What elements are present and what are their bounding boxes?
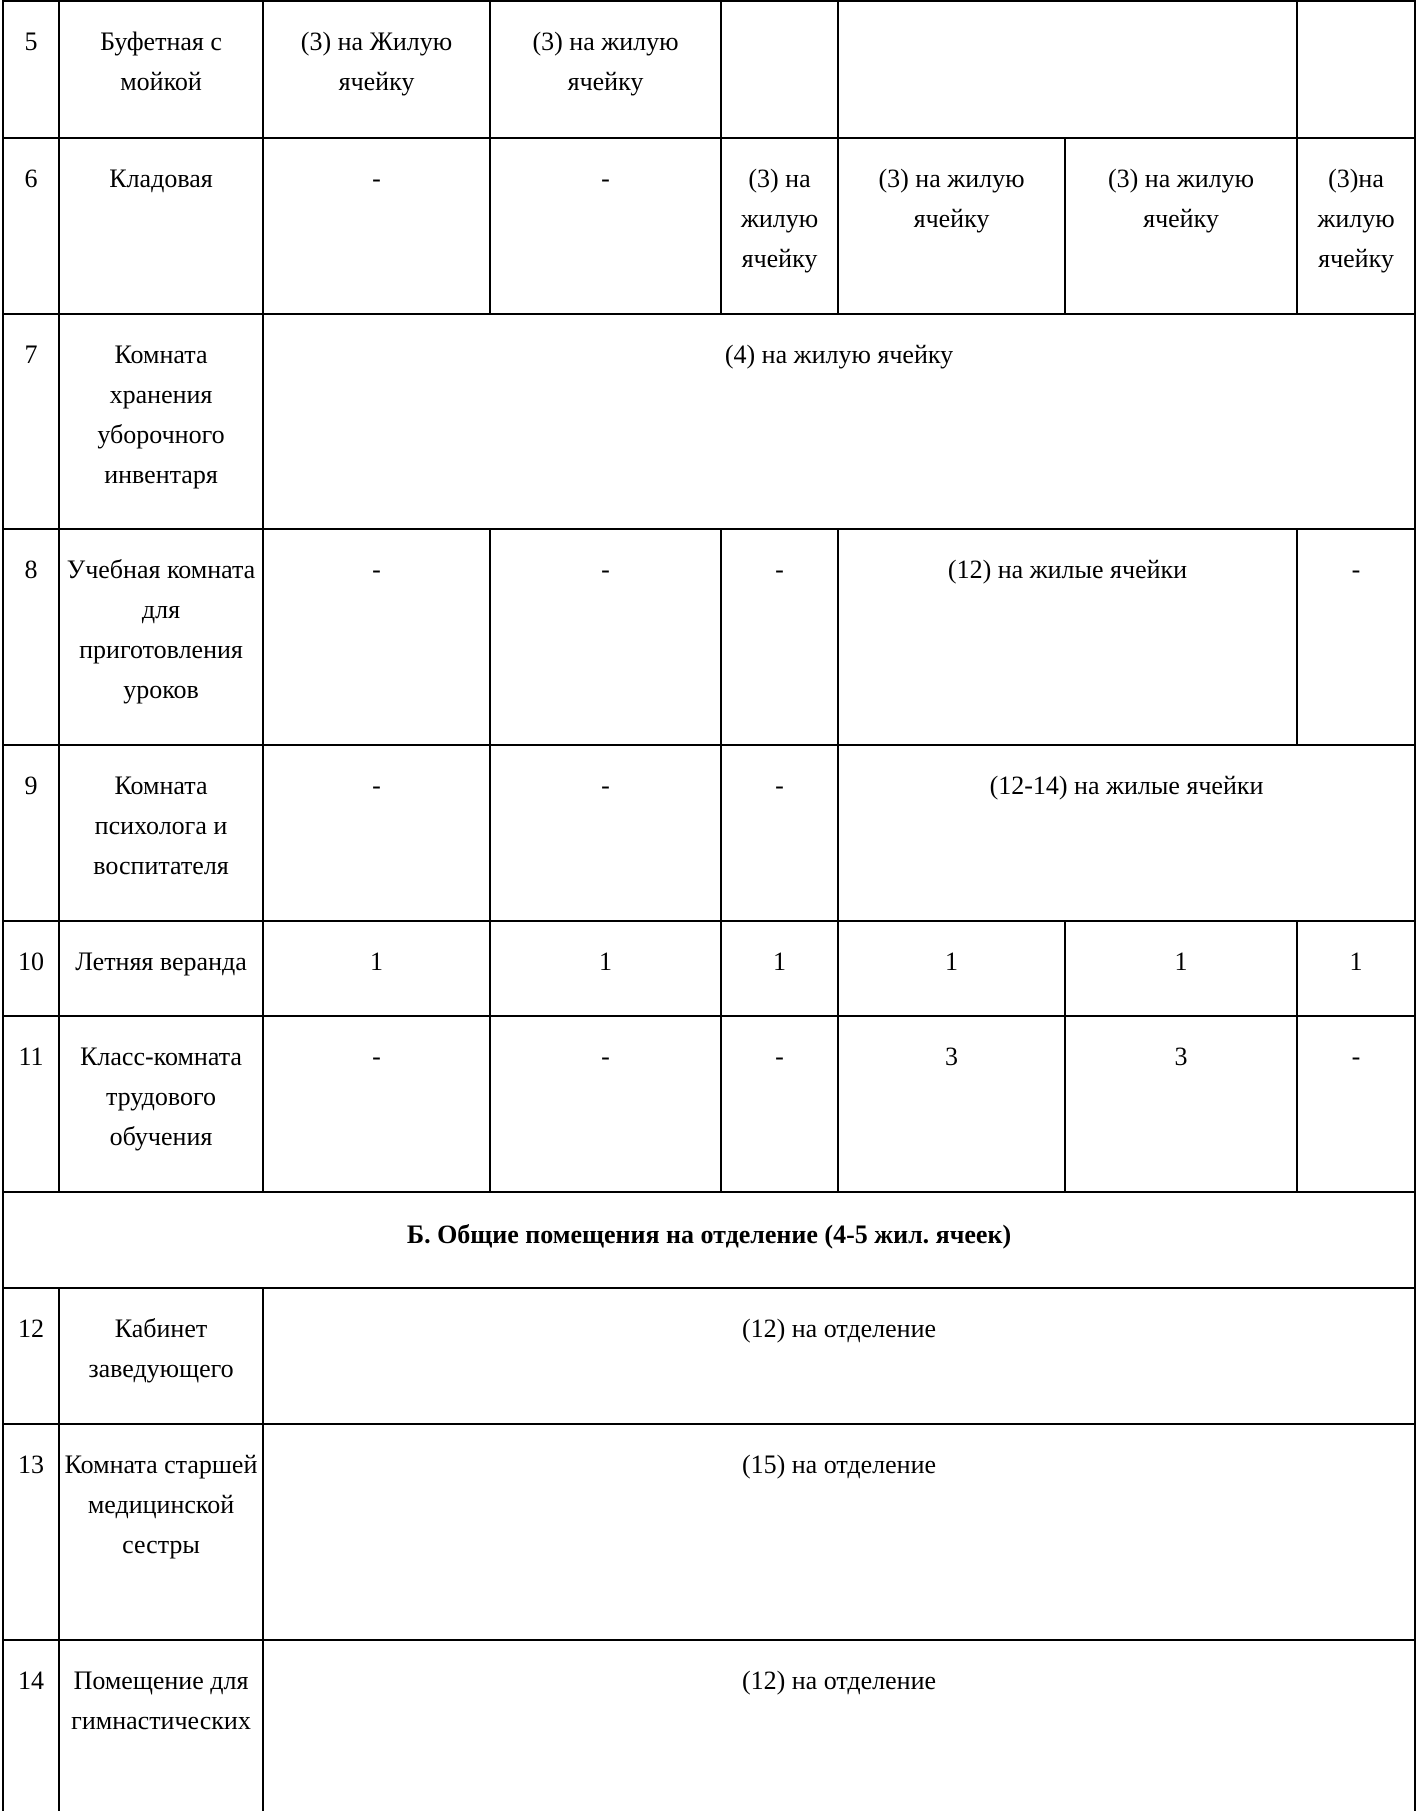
table-row xyxy=(3,1424,1415,1640)
table-cell: 1 xyxy=(721,921,838,1016)
row-number: 11 xyxy=(3,1016,59,1192)
table-row xyxy=(3,1,1415,138)
table-cell: - xyxy=(263,745,490,921)
row-number: 9 xyxy=(3,745,59,921)
table-cell: (3) на жилую ячейку xyxy=(490,1,721,138)
table-cell: 3 xyxy=(1065,1016,1297,1192)
table-cell: - xyxy=(490,1016,721,1192)
row-number: 10 xyxy=(3,921,59,1016)
table-cell: - xyxy=(263,1016,490,1192)
table-cell: 1 xyxy=(1065,921,1297,1016)
table-row xyxy=(3,1016,1415,1192)
row-number: 8 xyxy=(3,529,59,745)
table-cell: - xyxy=(721,745,838,921)
room-name: Буфетная с мойкой xyxy=(59,1,263,138)
table-cell: - xyxy=(263,138,490,314)
row-number: 14 xyxy=(3,1640,59,1811)
table-row xyxy=(3,529,1415,745)
table-cell: 1 xyxy=(490,921,721,1016)
row-number: 5 xyxy=(3,1,59,138)
room-name: Комната психолога и воспитателя xyxy=(59,745,263,921)
table-cell: - xyxy=(263,529,490,745)
table-cell: (3)на жилую ячейку xyxy=(1297,138,1415,314)
table-row xyxy=(3,1640,1415,1811)
spanning-cell: (12) на отделение xyxy=(263,1640,1415,1811)
table-row xyxy=(3,314,1415,529)
table-cell: - xyxy=(490,138,721,314)
table-cell: (3) на жилую ячейку xyxy=(1065,138,1297,314)
row-number: 12 xyxy=(3,1288,59,1424)
row-number: 13 xyxy=(3,1424,59,1640)
table-row xyxy=(3,921,1415,1016)
room-name: Учебная комната для приготовления уроков xyxy=(59,529,263,745)
table-cell: (3) на жилую ячейку xyxy=(838,138,1065,314)
table-cell: (12-14) на жилые ячейки xyxy=(838,745,1415,921)
room-name: Комната хранения уборочного инвентаря xyxy=(59,314,263,529)
table-cell: 3 xyxy=(838,1016,1065,1192)
room-name: Кладовая xyxy=(59,138,263,314)
room-name: Помещение для гимнастических xyxy=(59,1640,263,1811)
table-cell: (3) на жилую ячейку xyxy=(721,138,838,314)
table-cell: 1 xyxy=(263,921,490,1016)
room-name: Комната старшей медицинской сестры xyxy=(59,1424,263,1640)
row-number: 7 xyxy=(3,314,59,529)
table-cell xyxy=(838,1,1297,138)
row-number: 6 xyxy=(3,138,59,314)
spanning-cell: (12) на отделение xyxy=(263,1288,1415,1424)
premises-norms-table xyxy=(2,0,1416,1811)
table-row xyxy=(3,1192,1415,1288)
room-name: Кабинет заведующего xyxy=(59,1288,263,1424)
table-cell: - xyxy=(721,1016,838,1192)
table-cell: - xyxy=(490,745,721,921)
table-cell: (3) на Жилую ячейку xyxy=(263,1,490,138)
spanning-cell: (15) на отделение xyxy=(263,1424,1415,1640)
table-cell: - xyxy=(490,529,721,745)
table-cell: 1 xyxy=(838,921,1065,1016)
table-cell: 1 xyxy=(1297,921,1415,1016)
table-row xyxy=(3,745,1415,921)
table-cell xyxy=(721,1,838,138)
section-heading: Б. Общие помещения на отделение (4-5 жил. ячеек) xyxy=(3,1192,1415,1288)
table-cell: (12) на жилые ячейки xyxy=(838,529,1297,745)
table-cell: - xyxy=(1297,529,1415,745)
table-cell: - xyxy=(1297,1016,1415,1192)
table-cell: - xyxy=(721,529,838,745)
room-name: Класс-комната трудового обучения xyxy=(59,1016,263,1192)
table-row xyxy=(3,1288,1415,1424)
table-cell xyxy=(1297,1,1415,138)
table-row xyxy=(3,138,1415,314)
spanning-cell: (4) на жилую ячейку xyxy=(263,314,1415,529)
room-name: Летняя веранда xyxy=(59,921,263,1016)
